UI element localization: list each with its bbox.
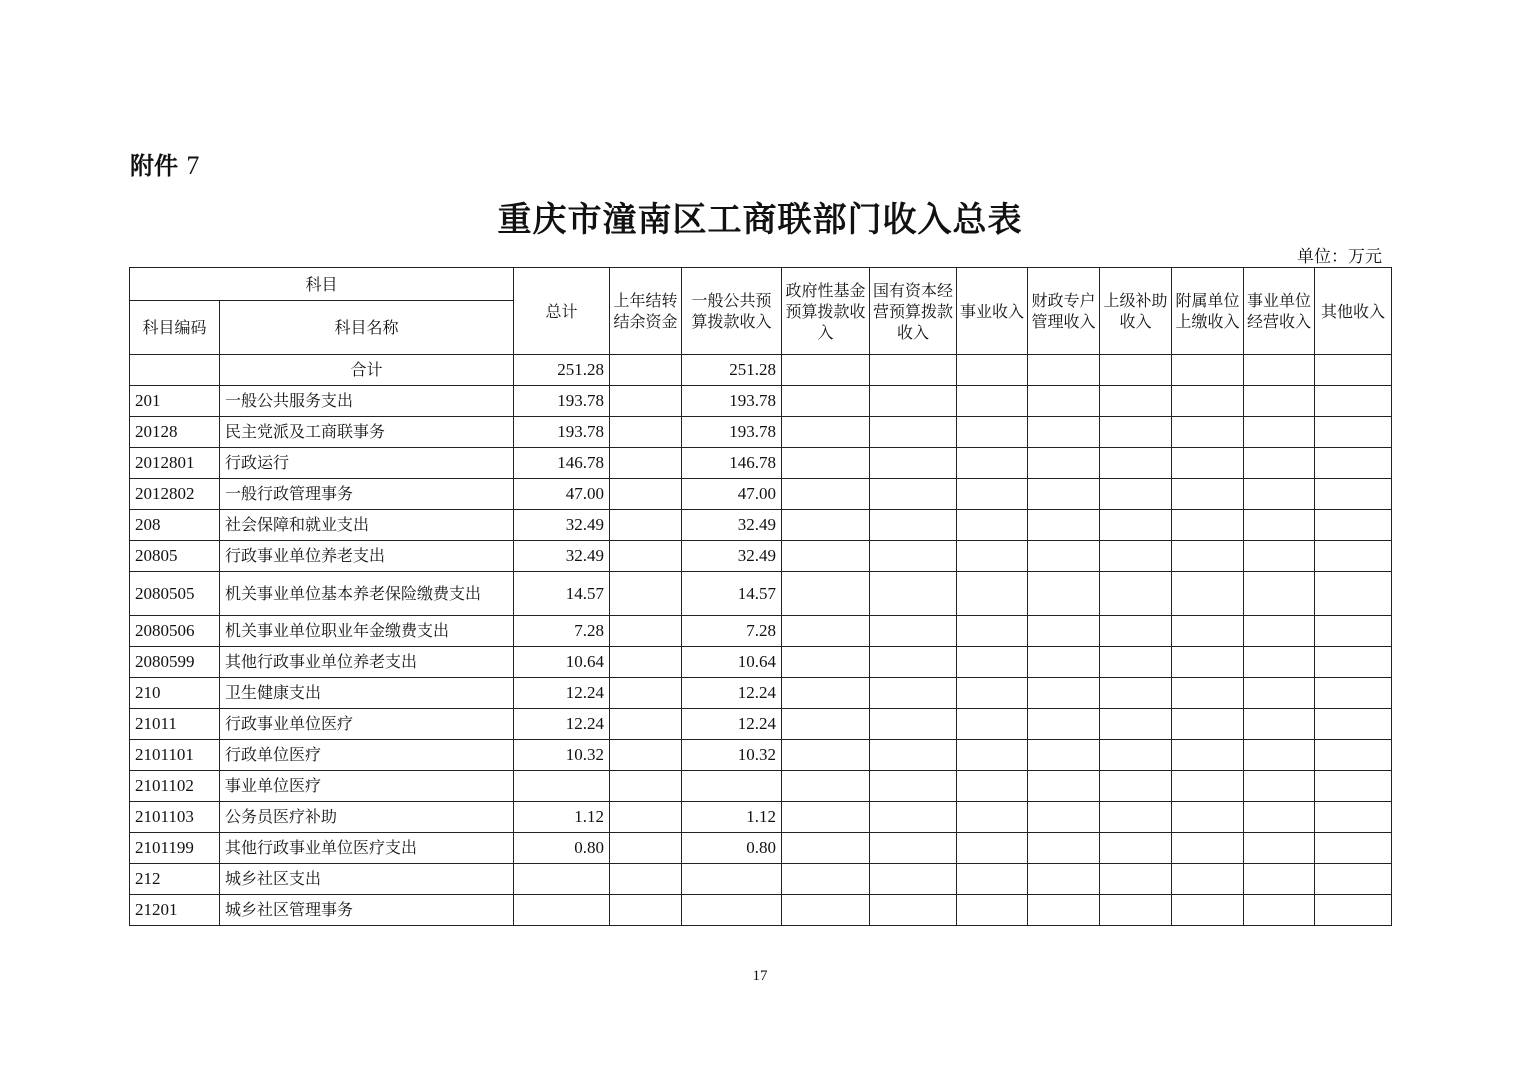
affiliated-cell bbox=[1172, 616, 1244, 647]
total-cell: 193.78 bbox=[514, 386, 610, 417]
total-cell: 193.78 bbox=[514, 417, 610, 448]
general-budget-cell: 12.24 bbox=[682, 678, 782, 709]
subject-code-cell: 212 bbox=[130, 864, 220, 895]
other-cell bbox=[1315, 479, 1392, 510]
other-cell bbox=[1315, 541, 1392, 572]
table-row bbox=[130, 386, 1392, 417]
subject-code-cell: 2012802 bbox=[130, 479, 220, 510]
table-row bbox=[130, 510, 1392, 541]
gov-fund-cell bbox=[782, 709, 870, 740]
superior-subsidy-cell bbox=[1100, 572, 1172, 616]
carryover-cell bbox=[610, 386, 682, 417]
total-cell: 32.49 bbox=[514, 541, 610, 572]
operating-cell bbox=[1244, 864, 1315, 895]
header-operating: 事业单位经营收入 bbox=[1244, 268, 1315, 355]
state-capital-cell bbox=[870, 740, 957, 771]
operating-cell bbox=[1244, 802, 1315, 833]
business-cell bbox=[957, 771, 1028, 802]
total-cell bbox=[514, 895, 610, 926]
total-cell: 10.64 bbox=[514, 647, 610, 678]
total-cell: 251.28 bbox=[514, 355, 610, 386]
general-budget-cell bbox=[682, 895, 782, 926]
subject-code-cell: 2080599 bbox=[130, 647, 220, 678]
gov-fund-cell bbox=[782, 678, 870, 709]
affiliated-cell bbox=[1172, 572, 1244, 616]
general-budget-cell: 47.00 bbox=[682, 479, 782, 510]
affiliated-cell bbox=[1172, 802, 1244, 833]
carryover-cell bbox=[610, 740, 682, 771]
general-budget-cell: 193.78 bbox=[682, 417, 782, 448]
business-cell bbox=[957, 448, 1028, 479]
table-row bbox=[130, 833, 1392, 864]
subject-name-cell: 城乡社区管理事务 bbox=[220, 895, 514, 926]
state-capital-cell bbox=[870, 479, 957, 510]
general-budget-cell bbox=[682, 864, 782, 895]
other-cell bbox=[1315, 895, 1392, 926]
gov-fund-cell bbox=[782, 740, 870, 771]
affiliated-cell bbox=[1172, 448, 1244, 479]
attachment-number: 7 bbox=[186, 151, 200, 180]
header-subject-code: 科目编码 bbox=[130, 301, 220, 355]
operating-cell bbox=[1244, 678, 1315, 709]
general-budget-cell bbox=[682, 771, 782, 802]
subject-name-cell: 公务员医疗补助 bbox=[220, 802, 514, 833]
state-capital-cell bbox=[870, 864, 957, 895]
fiscal-special-cell bbox=[1028, 510, 1100, 541]
state-capital-cell bbox=[870, 448, 957, 479]
state-capital-cell bbox=[870, 417, 957, 448]
operating-cell bbox=[1244, 541, 1315, 572]
gov-fund-cell bbox=[782, 541, 870, 572]
affiliated-cell bbox=[1172, 678, 1244, 709]
fiscal-special-cell bbox=[1028, 802, 1100, 833]
fiscal-special-cell bbox=[1028, 417, 1100, 448]
subject-code-cell: 2080506 bbox=[130, 616, 220, 647]
business-cell bbox=[957, 479, 1028, 510]
carryover-cell bbox=[610, 448, 682, 479]
operating-cell bbox=[1244, 647, 1315, 678]
affiliated-cell bbox=[1172, 541, 1244, 572]
subject-code-cell: 2101101 bbox=[130, 740, 220, 771]
total-cell bbox=[514, 864, 610, 895]
operating-cell bbox=[1244, 771, 1315, 802]
subject-code-cell: 20128 bbox=[130, 417, 220, 448]
fiscal-special-cell bbox=[1028, 479, 1100, 510]
state-capital-cell bbox=[870, 895, 957, 926]
carryover-cell bbox=[610, 895, 682, 926]
gov-fund-cell bbox=[782, 616, 870, 647]
affiliated-cell bbox=[1172, 386, 1244, 417]
other-cell bbox=[1315, 833, 1392, 864]
operating-cell bbox=[1244, 740, 1315, 771]
total-cell bbox=[514, 771, 610, 802]
subject-name-cell: 行政单位医疗 bbox=[220, 740, 514, 771]
other-cell bbox=[1315, 510, 1392, 541]
subject-name-cell: 行政事业单位养老支出 bbox=[220, 541, 514, 572]
superior-subsidy-cell bbox=[1100, 417, 1172, 448]
table-row bbox=[130, 479, 1392, 510]
business-cell bbox=[957, 709, 1028, 740]
operating-cell bbox=[1244, 417, 1315, 448]
total-cell: 10.32 bbox=[514, 740, 610, 771]
header-fiscal-special: 财政专户管理收入 bbox=[1028, 268, 1100, 355]
total-cell: 146.78 bbox=[514, 448, 610, 479]
business-cell bbox=[957, 864, 1028, 895]
carryover-cell bbox=[610, 417, 682, 448]
superior-subsidy-cell bbox=[1100, 709, 1172, 740]
carryover-cell bbox=[610, 355, 682, 386]
fiscal-special-cell bbox=[1028, 572, 1100, 616]
attachment-label bbox=[130, 146, 199, 181]
subject-code-cell: 201 bbox=[130, 386, 220, 417]
carryover-cell bbox=[610, 709, 682, 740]
subject-name-cell: 事业单位医疗 bbox=[220, 771, 514, 802]
table-row bbox=[130, 355, 1392, 386]
other-cell bbox=[1315, 771, 1392, 802]
fiscal-special-cell bbox=[1028, 740, 1100, 771]
carryover-cell bbox=[610, 479, 682, 510]
superior-subsidy-cell bbox=[1100, 616, 1172, 647]
header-carryover: 上年结转结余资金 bbox=[610, 268, 682, 355]
gov-fund-cell bbox=[782, 510, 870, 541]
operating-cell bbox=[1244, 479, 1315, 510]
superior-subsidy-cell bbox=[1100, 833, 1172, 864]
superior-subsidy-cell bbox=[1100, 647, 1172, 678]
header-subject-name: 科目名称 bbox=[220, 301, 514, 355]
state-capital-cell bbox=[870, 709, 957, 740]
header-total: 总计 bbox=[514, 268, 610, 355]
business-cell bbox=[957, 572, 1028, 616]
business-cell bbox=[957, 541, 1028, 572]
header-business: 事业收入 bbox=[957, 268, 1028, 355]
page-number: 17 bbox=[752, 968, 768, 984]
unit-label: 单位：万元 bbox=[1297, 247, 1382, 267]
state-capital-cell bbox=[870, 355, 957, 386]
operating-cell bbox=[1244, 616, 1315, 647]
subject-code-cell: 2012801 bbox=[130, 448, 220, 479]
other-cell bbox=[1315, 386, 1392, 417]
carryover-cell bbox=[610, 771, 682, 802]
operating-cell bbox=[1244, 355, 1315, 386]
fiscal-special-cell bbox=[1028, 541, 1100, 572]
total-cell: 32.49 bbox=[514, 510, 610, 541]
gov-fund-cell bbox=[782, 572, 870, 616]
attachment-prefix: 附件 bbox=[130, 152, 178, 180]
subject-name-cell: 民主党派及工商联事务 bbox=[220, 417, 514, 448]
header-affiliated: 附属单位上缴收入 bbox=[1172, 268, 1244, 355]
header-subject-group: 科目 bbox=[130, 268, 514, 301]
subject-code-cell: 210 bbox=[130, 678, 220, 709]
fiscal-special-cell bbox=[1028, 833, 1100, 864]
fiscal-special-cell bbox=[1028, 386, 1100, 417]
subject-name-cell: 机关事业单位职业年金缴费支出 bbox=[220, 616, 514, 647]
fiscal-special-cell bbox=[1028, 355, 1100, 386]
subject-code-cell: 20805 bbox=[130, 541, 220, 572]
table-row bbox=[130, 678, 1392, 709]
carryover-cell bbox=[610, 864, 682, 895]
header-gov-fund: 政府性基金预算拨款收入 bbox=[782, 268, 870, 355]
superior-subsidy-cell bbox=[1100, 740, 1172, 771]
gov-fund-cell bbox=[782, 479, 870, 510]
operating-cell bbox=[1244, 833, 1315, 864]
gov-fund-cell bbox=[782, 864, 870, 895]
other-cell bbox=[1315, 647, 1392, 678]
other-cell bbox=[1315, 864, 1392, 895]
table-row bbox=[130, 616, 1392, 647]
header-other: 其他收入 bbox=[1315, 268, 1392, 355]
state-capital-cell bbox=[870, 833, 957, 864]
subject-name-cell: 合计 bbox=[220, 355, 514, 386]
general-budget-cell: 1.12 bbox=[682, 802, 782, 833]
other-cell bbox=[1315, 417, 1392, 448]
superior-subsidy-cell bbox=[1100, 510, 1172, 541]
carryover-cell bbox=[610, 510, 682, 541]
general-budget-cell: 12.24 bbox=[682, 709, 782, 740]
affiliated-cell bbox=[1172, 895, 1244, 926]
business-cell bbox=[957, 616, 1028, 647]
superior-subsidy-cell bbox=[1100, 355, 1172, 386]
total-cell: 14.57 bbox=[514, 572, 610, 616]
operating-cell bbox=[1244, 709, 1315, 740]
header-superior-subsidy: 上级补助收入 bbox=[1100, 268, 1172, 355]
business-cell bbox=[957, 417, 1028, 448]
state-capital-cell bbox=[870, 771, 957, 802]
state-capital-cell bbox=[870, 678, 957, 709]
carryover-cell bbox=[610, 647, 682, 678]
subject-code-cell: 2080505 bbox=[130, 572, 220, 616]
superior-subsidy-cell bbox=[1100, 479, 1172, 510]
superior-subsidy-cell bbox=[1100, 771, 1172, 802]
subject-name-cell: 社会保障和就业支出 bbox=[220, 510, 514, 541]
page-title: 重庆市潼南区工商联部门收入总表 bbox=[497, 200, 1023, 240]
subject-name-cell: 行政运行 bbox=[220, 448, 514, 479]
business-cell bbox=[957, 740, 1028, 771]
gov-fund-cell bbox=[782, 833, 870, 864]
state-capital-cell bbox=[870, 647, 957, 678]
table-row bbox=[130, 771, 1392, 802]
superior-subsidy-cell bbox=[1100, 802, 1172, 833]
total-cell: 47.00 bbox=[514, 479, 610, 510]
gov-fund-cell bbox=[782, 895, 870, 926]
fiscal-special-cell bbox=[1028, 678, 1100, 709]
subject-code-cell: 2101102 bbox=[130, 771, 220, 802]
other-cell bbox=[1315, 616, 1392, 647]
business-cell bbox=[957, 386, 1028, 417]
affiliated-cell bbox=[1172, 647, 1244, 678]
state-capital-cell bbox=[870, 572, 957, 616]
general-budget-cell: 32.49 bbox=[682, 541, 782, 572]
table-row bbox=[130, 802, 1392, 833]
gov-fund-cell bbox=[782, 647, 870, 678]
total-cell: 12.24 bbox=[514, 678, 610, 709]
superior-subsidy-cell bbox=[1100, 386, 1172, 417]
superior-subsidy-cell bbox=[1100, 678, 1172, 709]
business-cell bbox=[957, 895, 1028, 926]
fiscal-special-cell bbox=[1028, 616, 1100, 647]
other-cell bbox=[1315, 355, 1392, 386]
subject-name-cell: 机关事业单位基本养老保险缴费支出 bbox=[220, 572, 514, 616]
total-cell: 12.24 bbox=[514, 709, 610, 740]
fiscal-special-cell bbox=[1028, 647, 1100, 678]
subject-code-cell bbox=[130, 355, 220, 386]
affiliated-cell bbox=[1172, 510, 1244, 541]
general-budget-cell: 10.32 bbox=[682, 740, 782, 771]
gov-fund-cell bbox=[782, 417, 870, 448]
other-cell bbox=[1315, 572, 1392, 616]
other-cell bbox=[1315, 678, 1392, 709]
table-row bbox=[130, 709, 1392, 740]
general-budget-cell: 10.64 bbox=[682, 647, 782, 678]
carryover-cell bbox=[610, 616, 682, 647]
business-cell bbox=[957, 802, 1028, 833]
subject-name-cell: 卫生健康支出 bbox=[220, 678, 514, 709]
total-cell: 0.80 bbox=[514, 833, 610, 864]
operating-cell bbox=[1244, 895, 1315, 926]
operating-cell bbox=[1244, 572, 1315, 616]
subject-code-cell: 2101199 bbox=[130, 833, 220, 864]
superior-subsidy-cell bbox=[1100, 541, 1172, 572]
business-cell bbox=[957, 355, 1028, 386]
subject-code-cell: 21201 bbox=[130, 895, 220, 926]
carryover-cell bbox=[610, 541, 682, 572]
total-cell: 1.12 bbox=[514, 802, 610, 833]
table-row bbox=[130, 895, 1392, 926]
fiscal-special-cell bbox=[1028, 864, 1100, 895]
table-row bbox=[130, 541, 1392, 572]
general-budget-cell: 7.28 bbox=[682, 616, 782, 647]
other-cell bbox=[1315, 709, 1392, 740]
subject-code-cell: 2101103 bbox=[130, 802, 220, 833]
general-budget-cell: 146.78 bbox=[682, 448, 782, 479]
operating-cell bbox=[1244, 386, 1315, 417]
superior-subsidy-cell bbox=[1100, 864, 1172, 895]
state-capital-cell bbox=[870, 541, 957, 572]
operating-cell bbox=[1244, 510, 1315, 541]
fiscal-special-cell bbox=[1028, 448, 1100, 479]
affiliated-cell bbox=[1172, 417, 1244, 448]
subject-name-cell: 其他行政事业单位医疗支出 bbox=[220, 833, 514, 864]
affiliated-cell bbox=[1172, 771, 1244, 802]
affiliated-cell bbox=[1172, 833, 1244, 864]
general-budget-cell: 32.49 bbox=[682, 510, 782, 541]
state-capital-cell bbox=[870, 510, 957, 541]
state-capital-cell bbox=[870, 386, 957, 417]
total-cell: 7.28 bbox=[514, 616, 610, 647]
affiliated-cell bbox=[1172, 355, 1244, 386]
subject-name-cell: 一般行政管理事务 bbox=[220, 479, 514, 510]
business-cell bbox=[957, 647, 1028, 678]
subject-code-cell: 208 bbox=[130, 510, 220, 541]
business-cell bbox=[957, 678, 1028, 709]
table-row bbox=[130, 740, 1392, 771]
state-capital-cell bbox=[870, 802, 957, 833]
income-summary-table bbox=[129, 267, 1392, 926]
superior-subsidy-cell bbox=[1100, 448, 1172, 479]
gov-fund-cell bbox=[782, 448, 870, 479]
affiliated-cell bbox=[1172, 479, 1244, 510]
affiliated-cell bbox=[1172, 709, 1244, 740]
table-row bbox=[130, 417, 1392, 448]
operating-cell bbox=[1244, 448, 1315, 479]
gov-fund-cell bbox=[782, 771, 870, 802]
gov-fund-cell bbox=[782, 802, 870, 833]
affiliated-cell bbox=[1172, 864, 1244, 895]
header-general-budget: 一般公共预算拨款收入 bbox=[682, 268, 782, 355]
other-cell bbox=[1315, 802, 1392, 833]
table-row bbox=[130, 647, 1392, 678]
subject-name-cell: 城乡社区支出 bbox=[220, 864, 514, 895]
subject-name-cell: 其他行政事业单位养老支出 bbox=[220, 647, 514, 678]
header-state-capital: 国有资本经营预算拨款收入 bbox=[870, 268, 957, 355]
general-budget-cell: 0.80 bbox=[682, 833, 782, 864]
business-cell bbox=[957, 510, 1028, 541]
table-row bbox=[130, 572, 1392, 616]
subject-code-cell: 21011 bbox=[130, 709, 220, 740]
gov-fund-cell bbox=[782, 386, 870, 417]
carryover-cell bbox=[610, 572, 682, 616]
table-row bbox=[130, 448, 1392, 479]
general-budget-cell: 251.28 bbox=[682, 355, 782, 386]
other-cell bbox=[1315, 448, 1392, 479]
other-cell bbox=[1315, 740, 1392, 771]
general-budget-cell: 14.57 bbox=[682, 572, 782, 616]
table-row bbox=[130, 864, 1392, 895]
carryover-cell bbox=[610, 833, 682, 864]
fiscal-special-cell bbox=[1028, 771, 1100, 802]
state-capital-cell bbox=[870, 616, 957, 647]
gov-fund-cell bbox=[782, 355, 870, 386]
carryover-cell bbox=[610, 678, 682, 709]
subject-name-cell: 行政事业单位医疗 bbox=[220, 709, 514, 740]
fiscal-special-cell bbox=[1028, 895, 1100, 926]
general-budget-cell: 193.78 bbox=[682, 386, 782, 417]
business-cell bbox=[957, 833, 1028, 864]
superior-subsidy-cell bbox=[1100, 895, 1172, 926]
carryover-cell bbox=[610, 802, 682, 833]
affiliated-cell bbox=[1172, 740, 1244, 771]
fiscal-special-cell bbox=[1028, 709, 1100, 740]
subject-name-cell: 一般公共服务支出 bbox=[220, 386, 514, 417]
